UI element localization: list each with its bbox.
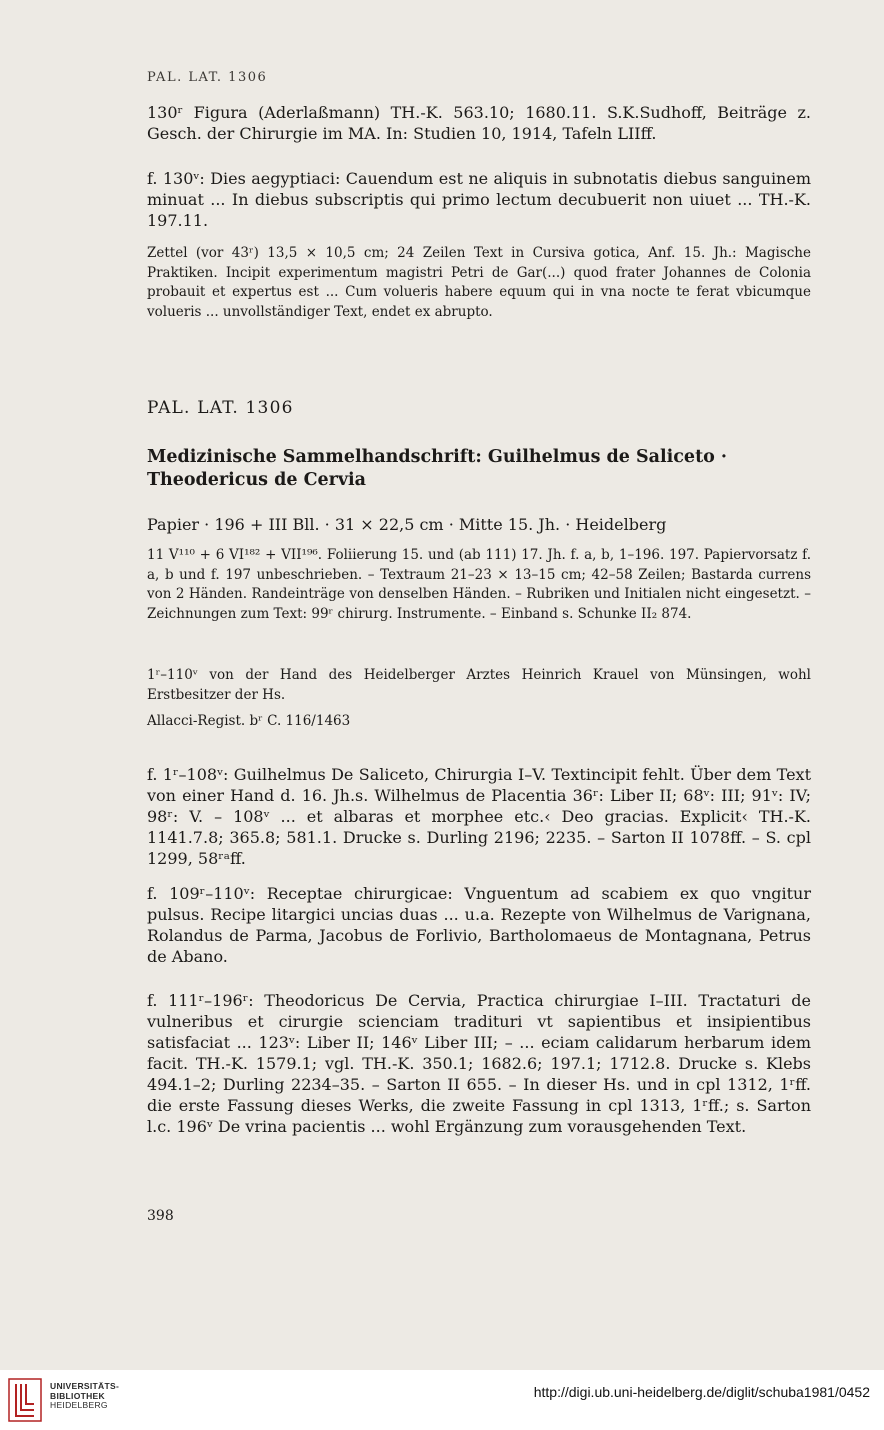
content-entry-saliceto [147,764,811,869]
library-name-line: UNIVERSITÄTS- [50,1381,120,1391]
top-entry-dies-aegyptiaci [147,168,811,231]
manuscript-heading: Medizinische Sammelhandschrift: Guilhelmus de Saliceto · Theodericus de Cervia [147,447,728,490]
allacci-register [147,712,811,732]
note-text: Zettel (vor 43ʳ) 13,5 × 10,5 cm; 24 Zeilen Text in Cursiva gotica, Anf. 15. Jh.: Magische Praktiken. Incipit experimentum magistri Petri de Gar(...) quod frater Johannes de Colonia probauit et expertus est ... Cum volueris habere equum qui in vna nocte te ferat vbicumque volueris ... unvollständiger Text, endet ex abrupto. [147,245,811,320]
zettel-note [147,244,811,322]
content-text: f. 1ʳ–108ᵛ: Guilhelmus De Saliceto, Chirurgia I–V. Textincipit fehlt. Über dem Text von einer Hand d. 16. Jh.s. Wilhelmus de Placentia 36ʳ: Liber II; 68ᵛ: III; 91ᵛ: IV; 98ʳ: V. – 108ᵛ ... et albaras et morphee etc.‹ Deo gracias. Explicit‹ TH.-K. 1141.7.8; 365.8; 581.1. Drucke s. Durling 2196; 2235. – Sarton II 1078ff. – S. cpl 1299, 58ʳᵃff. [147,765,811,868]
entry-text: f. 130ᵛ: Dies aegyptiaci: Cauendum est ne aliquis in subnotatis diebus sanguinem minuat ... In diebus subscriptis qui primo lectum decubuerit non uiuet ... TH.-K. 197.11. [147,169,811,230]
content-text: f. 109ʳ–110ᵛ: Receptae chirurgicae: Vnguentum ad scabiem ex quo vngitur pulsus. Recipe litargici uncias duas ... u.a. Rezepte von Wilhelmus de Varignana, Rolandus de Parma, Jacobus de Forlivio, Bartholomaeus de Montagnana, Petrus de Abano. [147,884,811,966]
page-number: 398 [147,1208,174,1224]
codicological-description [147,546,811,624]
hands-text: 1ʳ–110ᵛ von der Hand des Heidelberger Arztes Heinrich Krauel von Münsingen, wohl Erstbesitzer der Hs. [147,667,811,703]
library-name-line: HEIDELBERG [50,1400,108,1410]
content-entry-theodoricus [147,990,811,1137]
top-entry-figura [147,102,811,144]
library-name [50,1382,119,1411]
source-url-link[interactable]: http://digi.ub.uni-heidelberg.de/diglit/schuba1981/0452 [533,1384,870,1400]
hands-note [147,666,811,705]
entry-text: 130ʳ Figura (Aderlaßmann) TH.-K. 563.10; 1680.11. S.K.Sudhoff, Beiträge z. Gesch. der Chirurgie im MA. In: Studien 10, 1914, Tafeln LIIff. [147,103,811,143]
library-logo-icon [8,1378,42,1422]
footer-bar [0,1370,884,1430]
content-text: f. 111ʳ–196ʳ: Theodoricus De Cervia, Practica chirurgiae I–III. Tractaturi de vulneribus et cirurgie scienciam tradituri vt sapientibus et insipientibus satisfaciat ... 123ᵛ: Liber II; 146ᵛ Liber III; – ... eciam calidarum herbarum idem facit. TH.-K. 1579.1; vgl. TH.-K. 350.1; 1682.6; 197.1; 1712.8. Drucke s. Klebs 494.1–2; Durling 2234–35. – Sarton II 655. – In dieser Hs. und in cpl 1312, 1ʳff. die erste Fassung dieses Werks, die zweite Fassung in cpl 1313, 1ʳff.; s. Sarton l.c. 196ᵛ De vrina pacientis ... wohl Ergänzung zum vorausgehenden Text. [147,991,811,1136]
content-entry-receptae [147,883,811,967]
library-name-line: BIBLIOTHEK [50,1390,105,1401]
physical-description-line: Papier · 196 + III Bll. · 31 × 22,5 cm · Mitte 15. Jh. · Heidelberg [147,515,667,534]
allacci-text: Allacci-Regist. bʳ C. 116/1463 [147,713,351,729]
description-text: 11 V¹¹⁰ + 6 VI¹⁸² + VII¹⁹⁶. Foliierung 15. und (ab 111) 17. Jh. f. a, b, 1–196. 197. Papiervorsatz f. a, b und f. 197 unbeschrieben. – Textraum 21–23 × 13–15 cm; 42–58 Zeilen; Bastarda currens von 2 Händen. Randeinträge von denselben Händen. – Rubriken und Initialen nicht eingesetzt. – Zeichnungen zum Text: 99ʳ chirurg. Instrumente. – Einband s. Schunke II₂ 874. [147,547,811,622]
section-title: PAL. LAT. 1306 [147,398,294,418]
running-head: PAL. LAT. 1306 [147,70,268,85]
